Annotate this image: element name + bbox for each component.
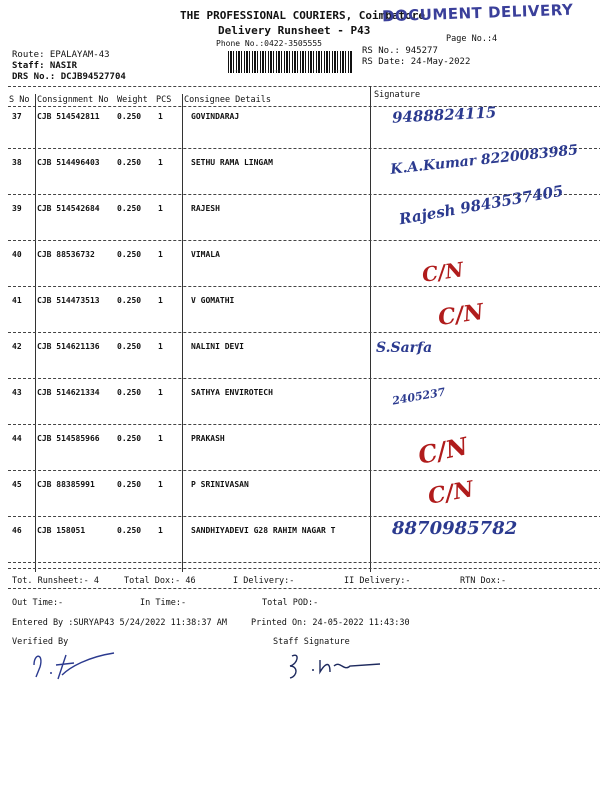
cell-consignee: PRAKASH [191, 434, 225, 443]
cell-consignee: NALINI DEVI [191, 342, 244, 351]
table-row [0, 342, 600, 386]
table-row [0, 431, 600, 478]
rtn-dox: RTN Dox:- [460, 576, 507, 586]
handwritten-signature: 8870985782 [392, 518, 518, 539]
cell-consignment: CJB 514542811 [37, 112, 100, 121]
header-divider [8, 106, 600, 107]
handwritten-signature: K.A.Kumar 8220083985 [389, 142, 579, 178]
cell-pcs: 1 [158, 250, 163, 259]
handwritten-signature: C/N [436, 298, 486, 332]
cell-sno: 39 [12, 204, 22, 213]
cell-pcs: 1 [158, 204, 163, 213]
verified-signature-scribble [28, 645, 118, 685]
row-divider [8, 424, 600, 425]
cell-consignee: GOVINDARAJ [191, 112, 240, 121]
cell-pcs: 1 [158, 158, 163, 167]
document-delivery-stamp: DOCUMENT DELIVERY [381, 0, 574, 26]
cell-pcs: 1 [158, 526, 163, 535]
cell-consignment: CJB 514585966 [37, 434, 100, 443]
out-time: Out Time:- [12, 598, 64, 608]
cell-consignment: CJB 514496403 [37, 158, 100, 167]
cell-consignee: V GOMATHI [191, 296, 235, 305]
cell-pcs: 1 [158, 342, 163, 351]
cell-pcs: 1 [158, 112, 163, 121]
i-delivery: I Delivery:- [233, 576, 295, 586]
cell-consignee: SANDHIYADEVI G28 RAHIM NAGAR T [191, 526, 336, 535]
cell-weight: 0.250 [117, 204, 142, 213]
cell-consignee: SETHU RAMA LINGAM [191, 158, 273, 167]
handwritten-signature: C/N [420, 257, 465, 287]
handwritten-signature: S.Sarfa [376, 340, 433, 356]
row-divider [8, 332, 600, 333]
rs-number: RS No.: 945277 [362, 46, 438, 56]
entered-by: Entered By :SURYAP43 5/24/2022 11:38:37 AM [12, 618, 227, 628]
table-row [0, 296, 600, 340]
header-weight: Weight [117, 95, 148, 105]
table-row [0, 518, 600, 570]
table-top-divider [8, 86, 600, 87]
runsheet-subtitle: Delivery Runsheet - P43 [218, 24, 371, 37]
document-title: THE PROFESSIONAL COURIERS, Coimbatore [180, 9, 426, 22]
cell-sno: 43 [12, 388, 22, 397]
header-signature: Signature [374, 90, 421, 100]
cell-pcs: 1 [158, 296, 163, 305]
cell-consignment: CJB 514473513 [37, 296, 100, 305]
cell-weight: 0.250 [117, 342, 142, 351]
cell-consignment: CJB 88536732 [37, 250, 95, 259]
cell-sno: 40 [12, 250, 22, 259]
handwritten-signature: 9488824115 [391, 103, 497, 127]
cell-weight: 0.250 [117, 158, 142, 167]
header-sno: S No [9, 95, 30, 105]
tot-runsheet: Tot. Runsheet:- 4 [12, 576, 99, 586]
cell-weight: 0.250 [117, 388, 142, 397]
staff-label: Staff: NASIR [12, 61, 78, 71]
cell-consignment: CJB 88385991 [37, 480, 95, 489]
ii-delivery: II Delivery:- [344, 576, 411, 586]
cell-weight: 0.250 [117, 526, 142, 535]
row-divider [8, 516, 600, 517]
total-pod: Total POD:- [262, 598, 319, 608]
cell-consignee: VIMALA [191, 250, 220, 259]
cell-consignee: RAJESH [191, 204, 220, 213]
cell-weight: 0.250 [117, 112, 142, 121]
cell-consignment: CJB 514621334 [37, 388, 100, 397]
in-time: In Time:- [140, 598, 187, 608]
barcode [228, 51, 352, 73]
cell-sno: 44 [12, 434, 22, 443]
cell-sno: 46 [12, 526, 22, 535]
cell-consignment: CJB 514621136 [37, 342, 100, 351]
verified-by-label: Verified By [12, 637, 69, 647]
printed-on: Printed On: 24-05-2022 11:43:30 [251, 618, 410, 628]
cell-sno: 38 [12, 158, 22, 167]
handwritten-signature: 2405237 [391, 385, 447, 408]
staff-signature-scribble [284, 648, 384, 682]
phone-number: Phone No.:0422-3505555 [216, 39, 322, 48]
cell-sno: 37 [12, 112, 22, 121]
cell-weight: 0.250 [117, 250, 142, 259]
handwritten-signature: Rajesh 9843537405 [397, 181, 565, 229]
footer-divider [8, 588, 600, 589]
cell-pcs: 1 [158, 388, 163, 397]
cell-sno: 41 [12, 296, 22, 305]
row-divider [8, 378, 600, 379]
handwritten-signature: C/N [426, 476, 476, 510]
cell-pcs: 1 [158, 434, 163, 443]
header-consignment: Consignment No [37, 95, 109, 105]
rs-date: RS Date: 24-May-2022 [362, 57, 471, 67]
table-row [0, 250, 600, 294]
row-divider [8, 470, 600, 471]
cell-sno: 45 [12, 480, 22, 489]
cell-pcs: 1 [158, 480, 163, 489]
table-bottom-divider [8, 568, 600, 569]
table-row [0, 385, 600, 432]
handwritten-signature: C/N [415, 431, 471, 470]
row-divider [8, 240, 600, 241]
cell-consignee: SATHYA ENVIROTECH [191, 388, 273, 397]
row-divider [8, 562, 600, 563]
route-label: Route: EPALAYAM-43 [12, 50, 110, 60]
staff-signature-label: Staff Signature [273, 637, 350, 647]
drs-number: DRS No.: DCJB94527704 [12, 72, 126, 82]
cell-weight: 0.250 [117, 434, 142, 443]
row-divider [8, 286, 600, 287]
header-consignee: Consignee Details [184, 95, 271, 105]
cell-weight: 0.250 [117, 296, 142, 305]
header-pcs: PCS [156, 95, 172, 105]
total-dox: Total Dox:- 46 [124, 576, 196, 586]
table-row [0, 181, 600, 248]
cell-consignment: CJB 158051 [37, 526, 86, 535]
cell-consignee: P SRINIVASAN [191, 480, 249, 489]
cell-sno: 42 [12, 342, 22, 351]
cell-consignment: CJB 514542684 [37, 204, 100, 213]
page-number: Page No.:4 [446, 34, 498, 44]
cell-weight: 0.250 [117, 480, 142, 489]
